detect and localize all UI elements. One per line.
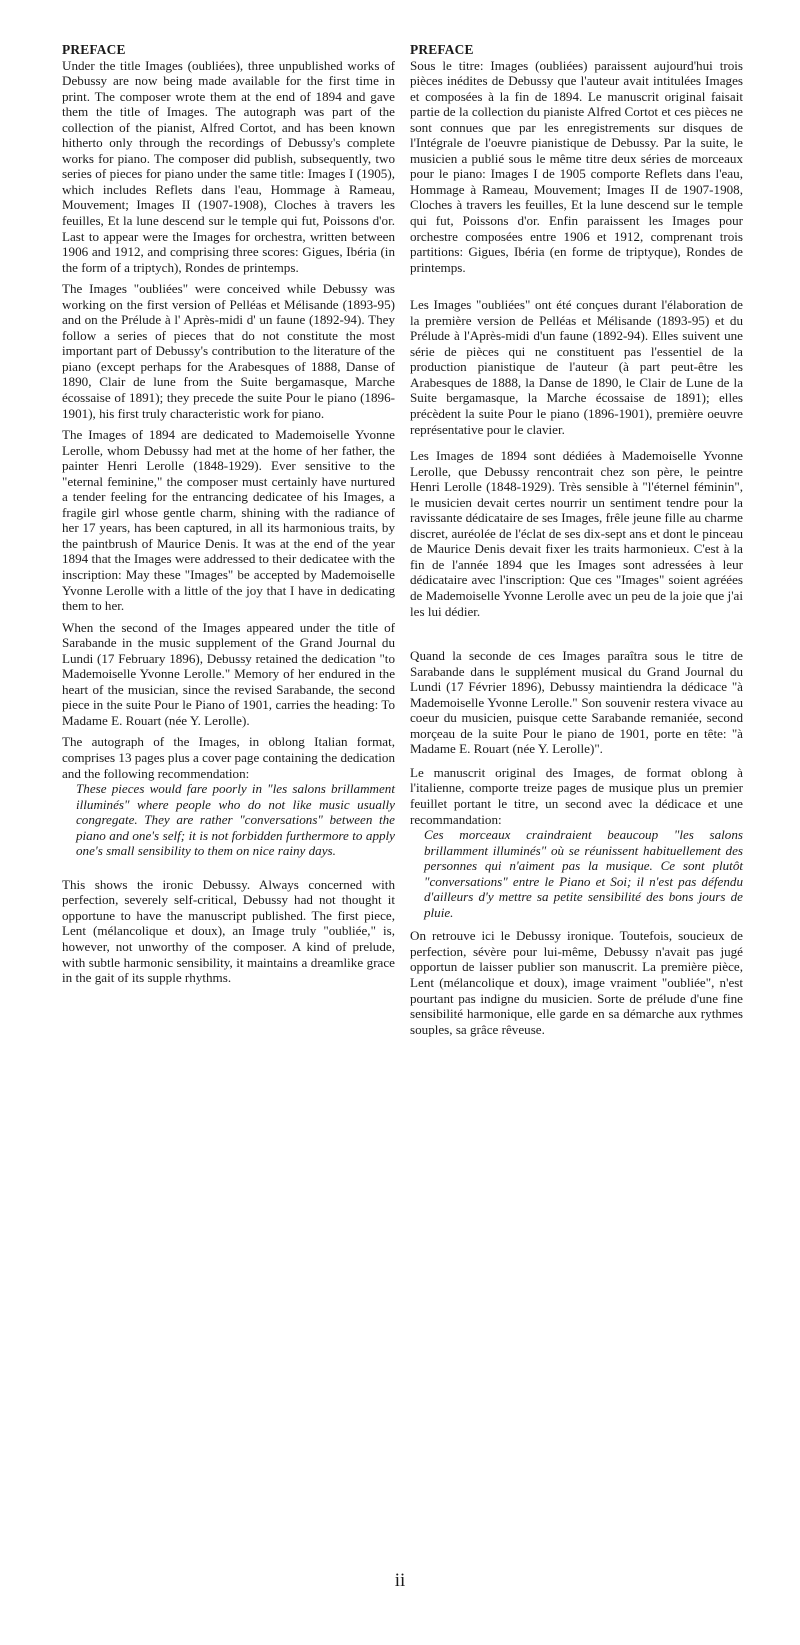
english-heading: PREFACE — [62, 42, 126, 57]
french-paragraph-6: On retrouve ici le Debussy ironique. Toutefois, soucieux de perfection, sévère pour lui-même, Debussy n'avait pas jugé opportun de laisser publier son manuscrit. La première pièce, Lent (mélancolique et doux), image vraiment "oubliée", n'est pourtant pas indigne du musicien. Sorte de prélude d'une fine sensibilité harmonique, elle garde en sa démarche aux rythmes souples, sa grâce rêveuse. — [410, 928, 743, 1037]
english-paragraph-3: The Images of 1894 are dedicated to Mademoiselle Yvonne Lerolle, whom Debussy had met at the home of her father, the painter Henri Lerolle (1848-1929). Ever sensitive to the "eternal feminine," the composer must certainly have nurtured a tender feeling for the entrancing dedicatee of his Images, a fragile girl whose gentle charm, shining with the radiance of her 17 years, has been captured, in all its harmonious traits, by the paintbrush of Maurice Denis. It was at the end of the year 1894 that the Images were addressed to their dedicatee with the inscription: May these "Images" be accepted by Mademoiselle Yvonne Lerolle with a little of the joy that I have in dedicating them to her. — [62, 427, 395, 614]
french-paragraph-3: Les Images de 1894 sont dédiées à Mademoiselle Yvonne Lerolle, que Debussy rencontrait chez son père, le peintre Henri Lerolle (1848-1929). Très sensible à "l'éternel féminin", le musicien devait certes nourrir un sentiment tendre pour la ravissante dédicataire de ses Images, frêle jeune fille au charme discret, auréolée de l'éclat de ses dix-sept ans et dont le pinceau de Maurice Denis devait fixer les traits harmonieux. C'est à la fin de l'année 1894 que les Images sont adressées à leur dédicataire avec l'inscription: Que ces "Images" soient agréées de Mademoiselle Yvonne Lerolle avec un peu de la joie que j'ai les lui dédier. — [410, 448, 743, 619]
english-paragraph-2: The Images "oubliées" were conceived while Debussy was working on the first version of Pelléas et Mélisande (1893-95) and on the Prélude à l' Après-midi d' un faune (1892-94). They follow a series of pieces that do not constitute the most important part of Debussy's contribution to the literature of the piano (except perhaps for the Arabesques of 1888, Danse of 1890, Clair de lune from the Suite bergamasque, Marche écossaise of 1891); they precede the suite Pour le piano (1896-1901), his first truly characteristic work for piano. — [62, 281, 395, 421]
english-paragraph-1: Under the title Images (oubliées), three unpublished works of Debussy are now being made available for the first time in print. The composer wrote them at the end of 1894 and gave them the title of Images. The autograph was part of the collection of the pianist, Alfred Cortot, and has been known hitherto only through the recordings of Debussy's complete works for piano. The composer did publish, subsequently, two series of pieces for piano under the same title: Images I (1905), which includes Reflets dans l'eau, Hommage à Rameau, Mouvement; Images II (1907-1908), Cloches à travers les feuilles, Et la lune descend sur le temple qui fut, Poissons d'or. Last to appear were the Images for orchestra, written between 1906 and 1912, and comprising three scores: Gigues, Ibéria (in the form of a triptych), Rondes de printemps. — [62, 57, 395, 275]
french-heading: PREFACE — [410, 42, 474, 57]
french-paragraph-5: Le manuscrit original des Images, de format oblong à l'italienne, comporte treize pages de musique plus un premier feuillet portant le titre, un second avec la dédicace et une recommandation: — [410, 764, 743, 827]
english-paragraph-4: When the second of the Images appeared under the title of Sarabande in the music supplement of the Grand Journal du Lundi (17 February 1896), Debussy retained the dedication "to Mademoiselle Yvonne Lerolle." Memory of her endured in the heart of the musician, since the revised Sarabande, the second piece in the suite Pour le Piano of 1901, carries the heading: To Madame E. Rouart (née Y. Lerolle). — [62, 619, 395, 728]
english-paragraph-6: This shows the ironic Debussy. Always concerned with perfection, severely self-critical, Debussy had not thought it opportune to have the manuscript published. The first piece, Lent (mélancolique et doux), an Image truly "oubliée," is, however, not unworthy of the composer. A kind of prelude, with subtle harmonic sensibility, it maintains a dreamlike grace in the gait of its supple rhythms. — [62, 876, 395, 986]
english-column — [62, 42, 395, 986]
english-paragraph-5: The autograph of the Images, in oblong Italian format, comprises 13 pages plus a cover page containing the dedication and the following recommendation: — [62, 734, 395, 781]
french-paragraph-4: Quand la seconde de ces Images paraîtra sous le titre de Sarabande dans le supplément musical du Grand Journal du Lundi (17 Février 1896), Debussy maintiendra la dédicace "à Mademoiselle Yvonne Lerolle." Son souvenir restera vivace au coeur du musicien, puisque cette Sarabande remaniée, second morçeau de la suite Pour le piano de 1901, porte en tête: "à Madame E. Rouart (née Y. Lerolle)". — [410, 648, 743, 757]
french-quotation: Ces morceaux craindraient beaucoup "les salons brillamment illuminés" où se réunissent habituellement des personnes qui n'aiment pas la musique. Ce sont plutôt "conversations" entre le Piano et Soi; il n'est pas défendu d'ailleurs d'y mettre sa petite sensibilité des bons jours de pluie. — [424, 827, 743, 920]
french-paragraph-2: Les Images "oubliées" ont été conçues durant l'élaboration de la première version de Pelléas et Mélisande (1893-95) et du Prélude à l'Après-midi d'un faune (1892-94). Elles suivent une série de pièces qui ne constituent pas l'essentiel de la production pianistique de l'auteur (à part peut-être les Arabesques de 1888, la Danse de 1890, le Clair de Lune de la Suite bergamasque, la Marche écossaise de 1891); elles précèdent la suite Pour le piano (1896-1901), première oeuvre représentative pour le clavier. — [410, 297, 743, 437]
french-paragraph-1: Sous le titre: Images (oubliées) paraissent aujourd'hui trois pièces inédites de Debussy que l'auteur avait intitulées Images et composées à la fin de 1894. Le manuscrit original faisait partie de la collection du pianiste Alfred Cortot et ces pièces ne sont connues que par les enregistrements sur disques de l'Intégrale de l'oeuvre pianistique de Debussy. Par la suite, le musicien a publié sous le même titre deux séries de morceaux pour le piano: Images I de 1905 comporte Reflets dans l'eau, Hommage à Rameau, Mouvement; Images II de 1907-1908, Cloches à travers les feuilles, Et la lune descend sur le temple qui fut, Poissons d'or. Enfin paraissent les Images pour orchestre composées entre 1906 et 1912, comprenant trois partitions: Gigues, Ibéria (en forme de triptyque), Rondes de printemps. — [410, 57, 743, 275]
french-column — [410, 42, 743, 1037]
english-quotation: These pieces would fare poorly in "les salons brillamment illuminés" where people who do not like music usually congregate. They are rather "conversations" between the piano and one's self; it is not forbidden furthermore to apply one's small sensibility to them on nice rainy days. — [76, 781, 395, 859]
page-number: ii — [394, 1570, 406, 1591]
